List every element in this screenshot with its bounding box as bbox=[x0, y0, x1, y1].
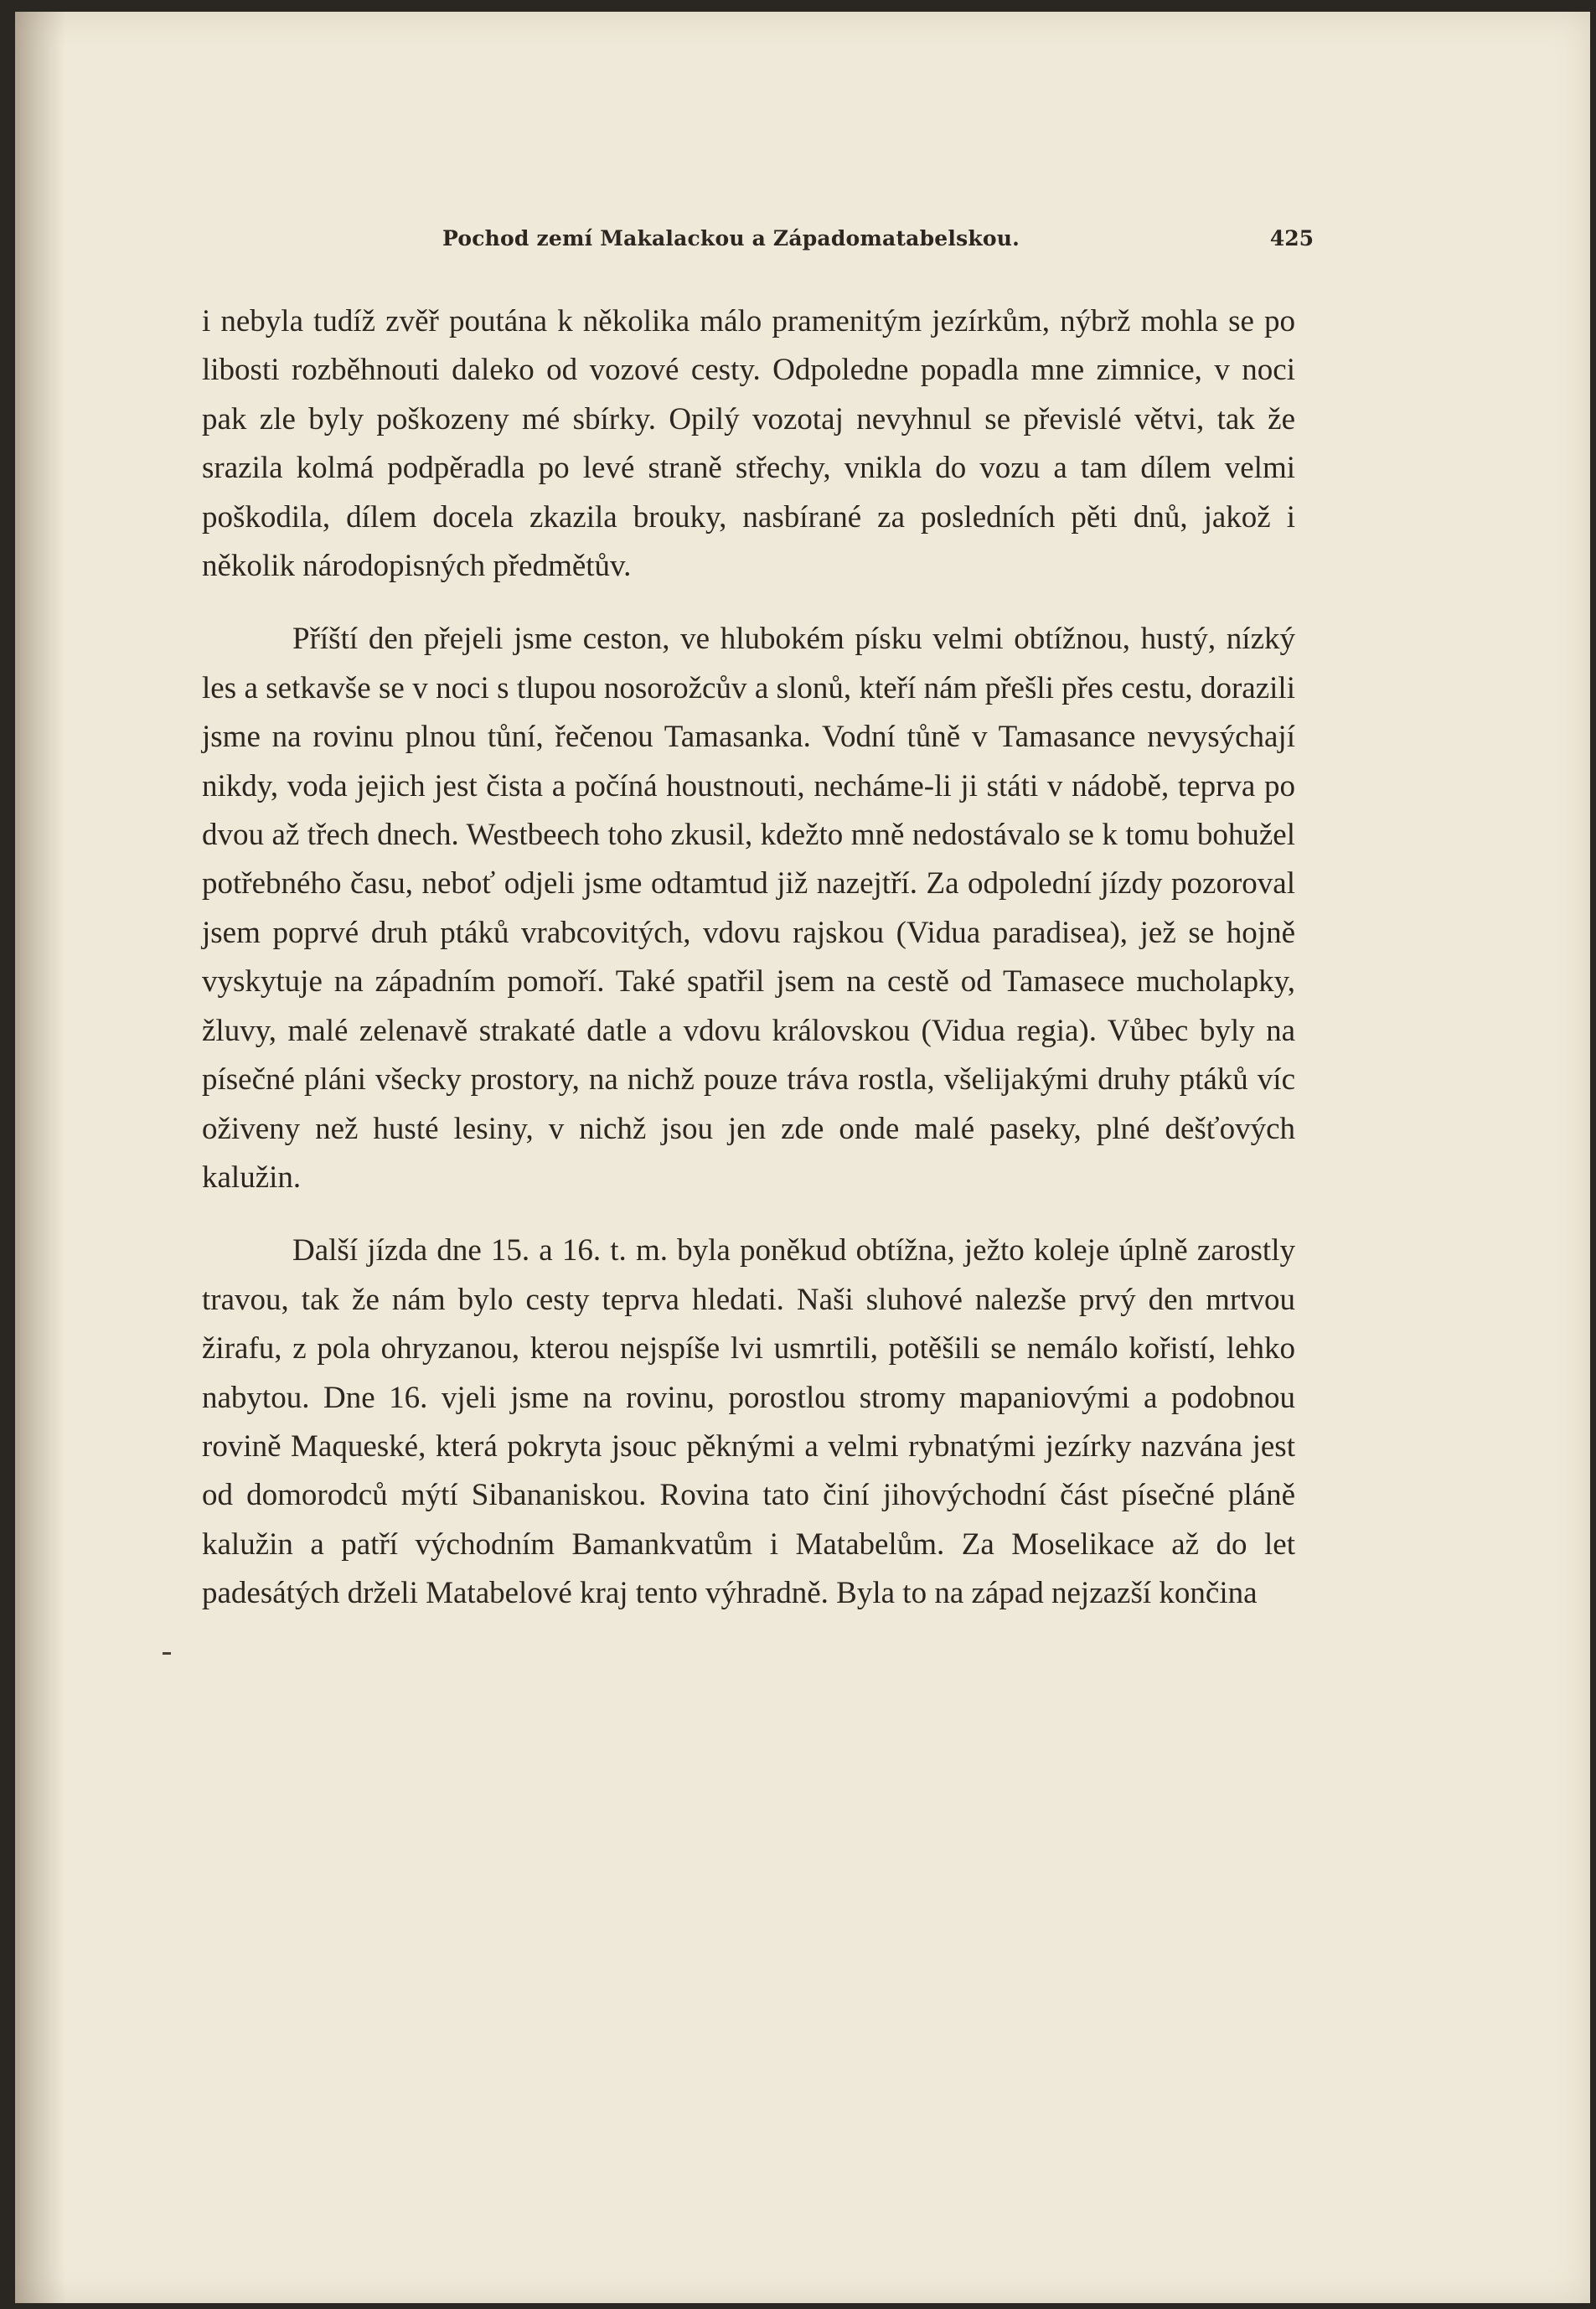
margin-mark bbox=[163, 1652, 171, 1655]
page-gutter-shadow bbox=[15, 12, 65, 2303]
running-head bbox=[427, 223, 1314, 256]
paragraph-2: Příští den přejeli jsme ceston, ve hlubokém písku velmi obtížnou, hustý, nízký les a setkavše se v noci s tlupou nosorožcův a slonů, kteří nám přešli přes cestu, dorazili jsme na rovinu plnou tůní, řečenou Tamasanka. Vodní tůně v Tamasance nevysýchají nikdy, voda jejich jest čista a počíná houstnouti, necháme-li ji státi v nádobě, teprva po dvou až třech dnech. Westbeech toho zkusil, kdežto mně nedostávalo se k tomu bohužel potřebného času, neboť odjeli jsme odtamtud již nazejtří. Za odpolední jízdy pozoroval jsem poprvé druh ptáků vrabcovitých, vdovu rajskou (Vidua paradisea), jež se hojně vyskytuje na západním pomoří. Také spatřil jsem na cestě od Tamasece mucholapky, žluvy, malé zelenavě strakaté datle a vdovu královskou (Vidua regia). Vůbec byly na písečné pláni všecky prostory, na nichž pouze tráva rostla, všelijakými druhy ptáků víc oživeny než husté lesiny, v nichž jsou jen zde onde malé paseky, plné dešťových kalužin. bbox=[202, 622, 1295, 1195]
paragraph-1: i nebyla tudíž zvěř poutána k několika málo pramenitým jezírkům, nýbrž mohla se po libosti rozběhnouti daleko od vozové cesty. Odpoledne popadla mne zimnice, v noci pak zle byly poškozeny mé sbírky. Opilý vozotaj nevyhnul se převislé větvi, tak že srazila kolmá podpěradla po levé straně střechy, vnikla do vozu a tam dílem velmi poškodila, dílem docela zkazila brouky, nasbírané za posledních pěti dnů, jakož i několik národopisných předmětův. bbox=[202, 304, 1295, 584]
paragraph-3: Další jízda dne 15. a 16. t. m. byla poněkud obtížna, ježto koleje úplně zarostly travou, tak že nám bylo cesty teprva hledati. Naši sluhové nalezše prvý den mrtvou žirafu, z pola ohryzanou, kterou nejspíše lvi usmrtili, potěšili se nemálo kořistí, lehko nabytou. Dne 16. vjeli jsme na rovinu, porostlou stromy mapaniovými a podobnou rovině Maqueské, která pokryta jsouc pěknými a velmi rybnatými jezírky nazvána jest od domorodců mýtí Sibananiskou. Rovina tato činí jihovýchodní část písečné pláně kalužin a patří východním Bamankvatům i Matabelům. Za Moselikace až do let padesátých drželi Matabelové kraj tento výhradně. Byla to na západ nejzazší končina bbox=[202, 1233, 1295, 1611]
page-number: 425 bbox=[1269, 226, 1314, 251]
running-head-title: Pochod zemí Makalackou a Západomatabelskou. bbox=[442, 226, 1020, 251]
body-text bbox=[202, 297, 1295, 1619]
